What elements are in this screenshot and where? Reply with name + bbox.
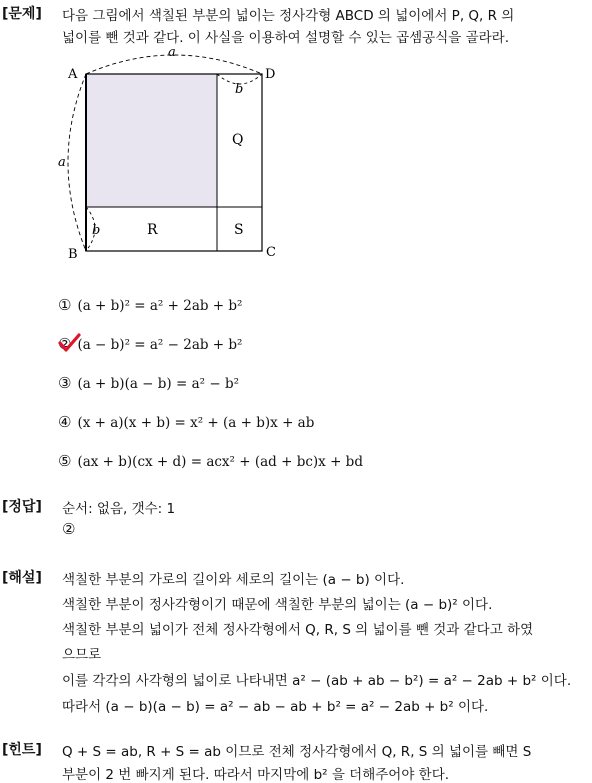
answer-line-1: 순서: 없음, 갯수: 1 bbox=[62, 501, 176, 517]
vertex-b: B bbox=[68, 247, 78, 262]
explanation-line-3: 색칠한 부분의 넓이가 전체 정사각형에서 Q, R, S 의 넓이를 뺀 것과 같다고 하였 bbox=[62, 622, 534, 638]
region-r: R bbox=[147, 222, 158, 238]
explanation-line-4: 으므로 bbox=[62, 647, 102, 663]
explanation-tag: [해설] bbox=[2, 570, 42, 586]
label-b-bottom: b bbox=[92, 223, 101, 238]
label-b-top: b bbox=[235, 82, 244, 97]
choice-2[interactable] bbox=[58, 335, 242, 353]
choice-2-number: ② bbox=[58, 335, 72, 353]
vertex-a: A bbox=[68, 67, 78, 82]
choice-4-number: ④ bbox=[58, 413, 72, 431]
answer-line-2: ② bbox=[62, 520, 76, 538]
choice-4[interactable] bbox=[58, 413, 314, 431]
choice-5-number: ⑤ bbox=[58, 452, 72, 470]
choice-1-expr: (a + b)² = a² + 2ab + b² bbox=[77, 298, 243, 314]
hint-line-1: Q + S = ab, R + S = ab 이므로 전체 정사각형에서 Q, R, S 의 넓이를 빼면 S bbox=[62, 744, 532, 760]
square-figure bbox=[0, 0, 592, 280]
hint-tag: [힌트] bbox=[2, 742, 42, 758]
explanation-line-6: 따라서 (a − b)(a − b) = a² − ab − ab + b² = a² − 2ab + b² 이다. bbox=[62, 699, 489, 715]
choice-2-expr: (a − b)² = a² − 2ab + b² bbox=[77, 337, 243, 353]
choice-3-expr: (a + b)(a − b) = a² − b² bbox=[77, 376, 239, 392]
region-s: S bbox=[234, 222, 244, 238]
problem-line-1: 다음 그림에서 색칠된 부분의 넓이는 정사각형 ABCD 의 넓이에서 P, Q, R 의 bbox=[62, 8, 515, 24]
problem-line-2: 넓이를 뺀 것과 같다. 이 사실을 이용하여 설명할 수 있는 곱셈공식을 골라라. bbox=[62, 30, 510, 46]
explanation-line-1: 색칠한 부분의 가로의 길이와 세로의 길이는 (a − b) 이다. bbox=[62, 572, 405, 588]
choice-5[interactable] bbox=[58, 452, 363, 470]
choice-4-expr: (x + a)(x + b) = x² + (a + b)x + ab bbox=[77, 415, 315, 431]
choice-5-expr: (ax + b)(cx + d) = acx² + (ad + bc)x + bd bbox=[77, 454, 363, 470]
choice-1-number: ① bbox=[58, 296, 72, 314]
vertex-c: C bbox=[266, 245, 276, 260]
explanation-line-5: 이를 각각의 사각형의 넓이로 나타내면 a² − (ab + ab − b²) = a² − 2ab + b² 이다. bbox=[62, 673, 572, 689]
hint-line-2: 부분이 2 번 빠지게 된다. 따라서 마지막에 b² 을 더해주어야 한다. bbox=[62, 767, 450, 783]
vertex-d: D bbox=[265, 67, 276, 82]
region-q: Q bbox=[232, 132, 244, 148]
arc-a-left bbox=[68, 74, 86, 251]
choice-3[interactable] bbox=[58, 374, 239, 392]
answer-tag: [정답] bbox=[2, 499, 42, 515]
problem-tag: [문제] bbox=[2, 6, 42, 22]
label-a-left: a bbox=[58, 155, 66, 170]
choice-1[interactable] bbox=[58, 296, 242, 314]
choice-3-number: ③ bbox=[58, 374, 72, 392]
explanation-line-2: 색칠한 부분이 정사각형이기 때문에 색칠한 부분의 넓이는 (a − b)² 이다. bbox=[62, 597, 493, 613]
checkmark-icon bbox=[58, 332, 82, 354]
label-a-top: a bbox=[168, 45, 176, 60]
shaded-region bbox=[86, 74, 217, 207]
